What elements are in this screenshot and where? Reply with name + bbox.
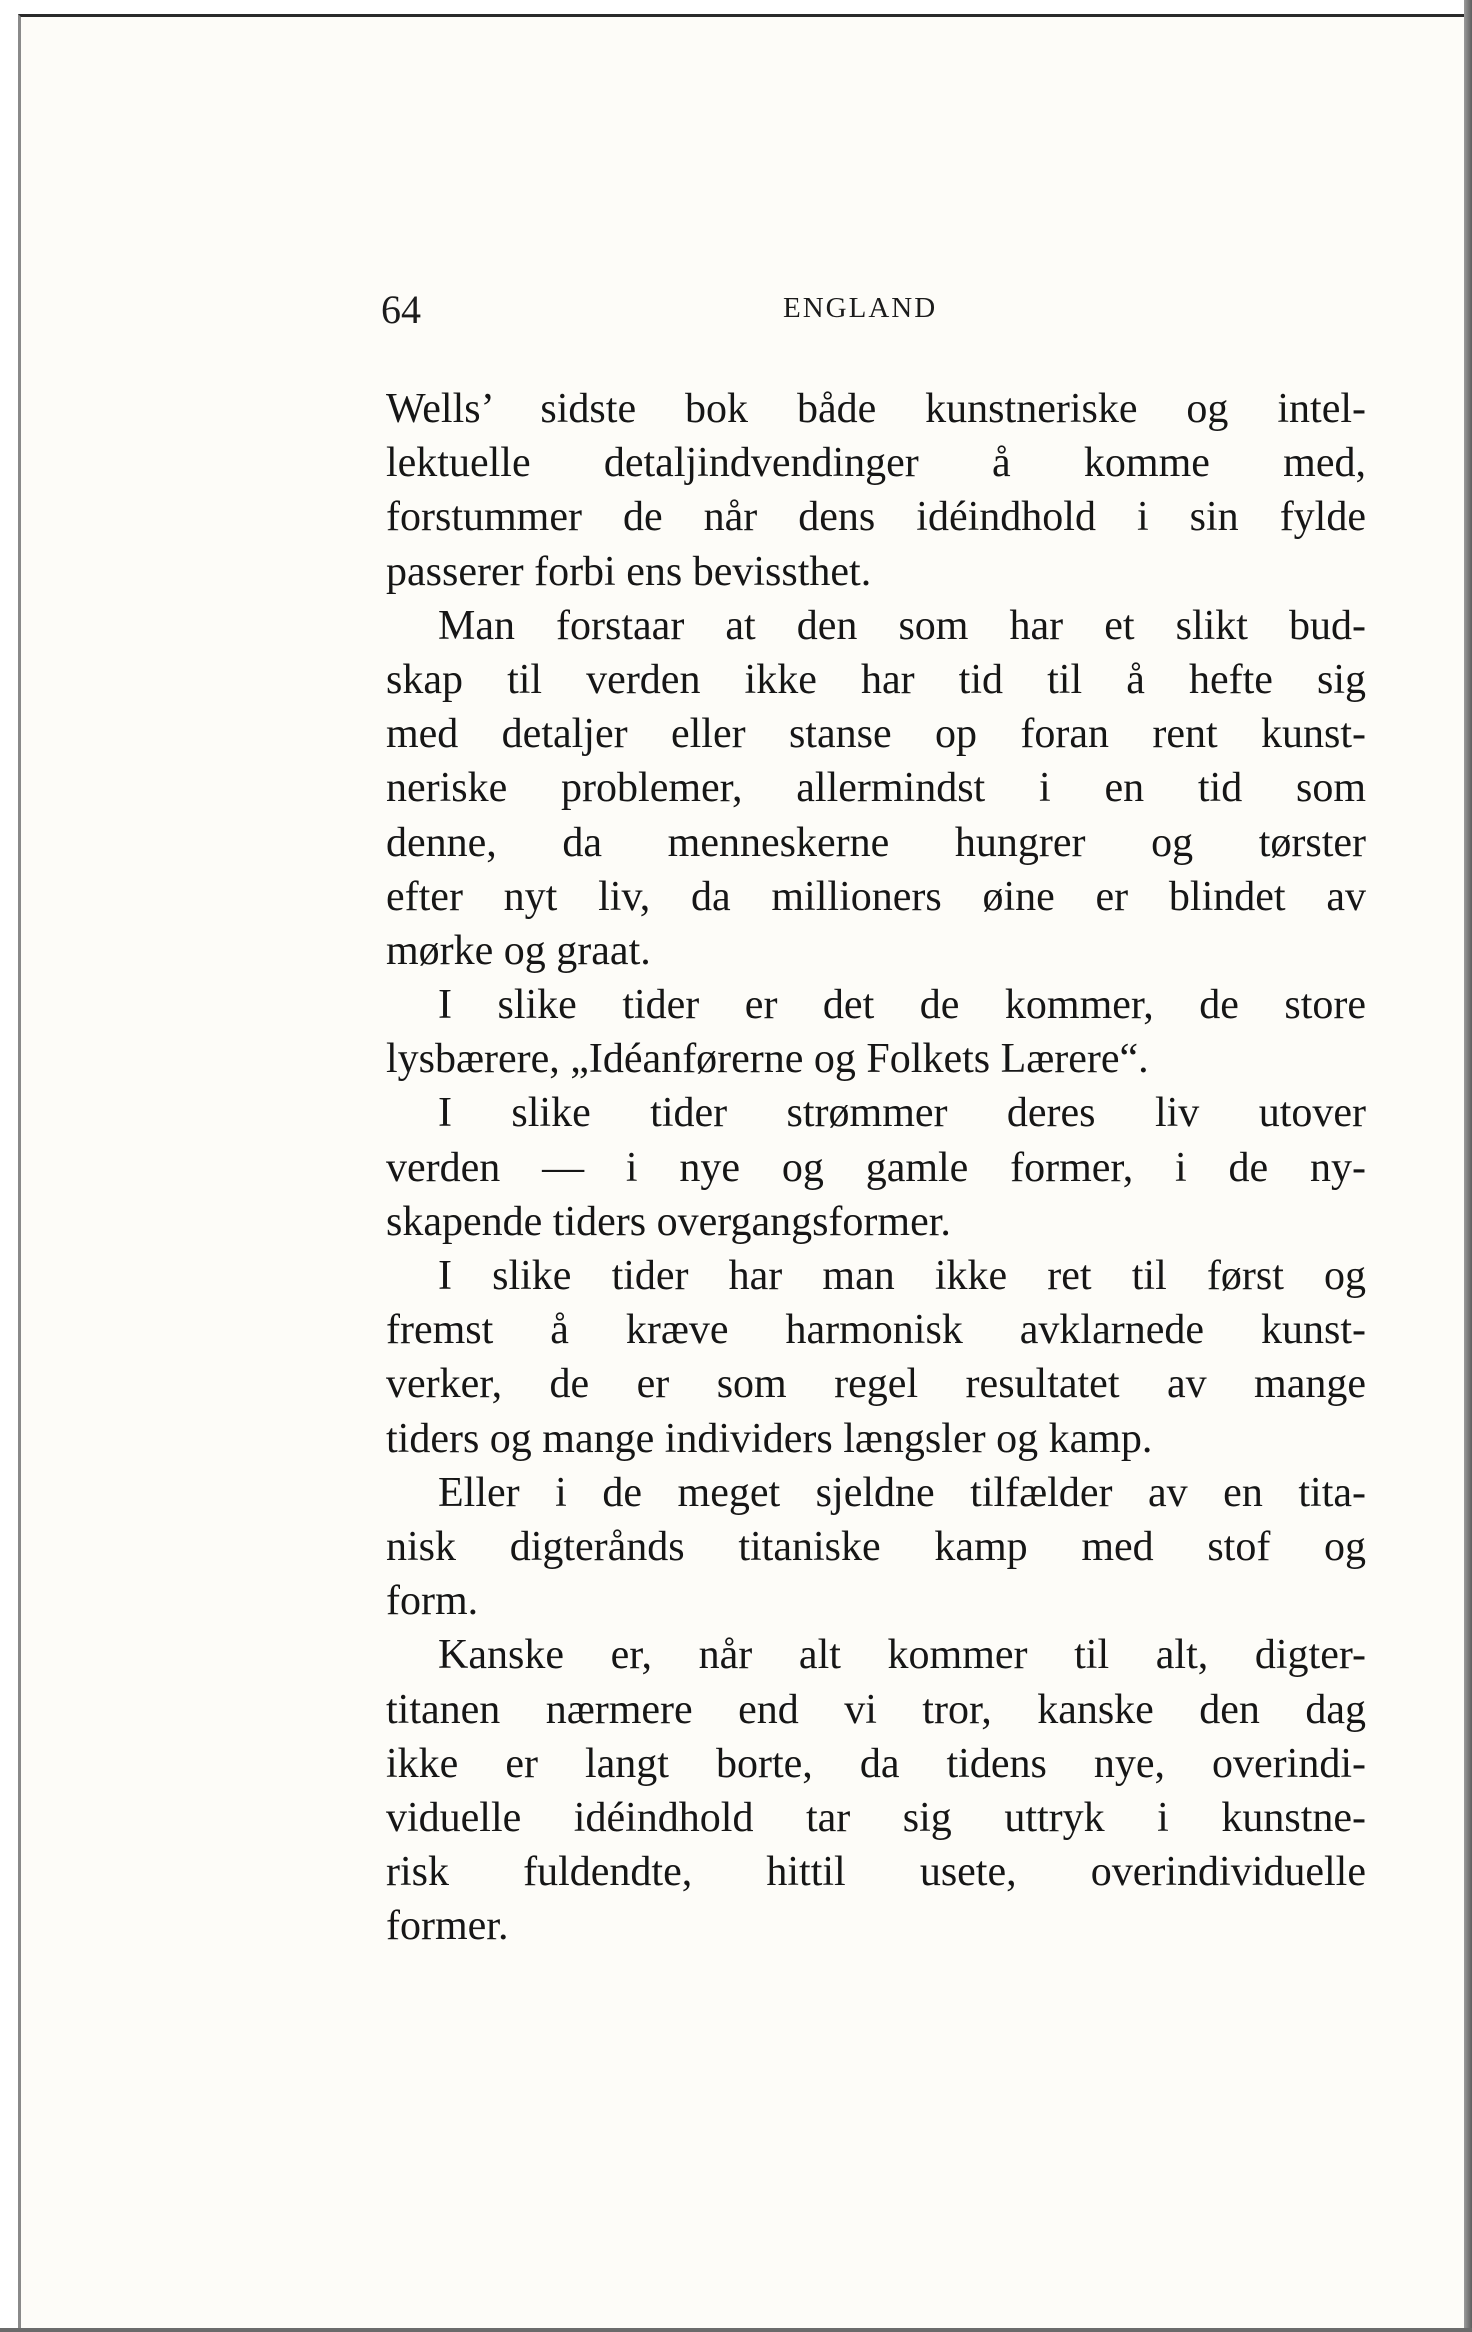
running-head [381,285,1311,335]
text-line: Eller i de meget sjeldne tilfælder av en tita- [438,1469,1366,1516]
text-line: verker, de er som regel resultatet av mange [386,1361,1366,1408]
text-line: I slike tider strømmer deres liv utover [438,1090,1366,1137]
text-line: nisk digterånds titaniske kamp med stof og [386,1523,1366,1570]
text-line: med detaljer eller stanse op foran rent kunst- [386,711,1366,758]
text-line: skap til verden ikke har tid til å hefte sig [386,656,1366,703]
text-line: former. [386,1903,509,1950]
text-line: lektuelle detaljindvendinger å komme med, [386,440,1366,487]
text-line: viduelle idéindhold tar sig uttryk i kunstne- [386,1794,1366,1841]
text-line: denne, da menneskerne hungrer og tørster [386,819,1366,866]
text-line: form. [386,1578,479,1625]
book-page [18,14,1472,2332]
text-line: fremst å kræve harmonisk avklarnede kunst- [386,1307,1366,1354]
page-edge-shadow [1464,0,1472,2332]
text-line: mørke og graat. [386,927,651,974]
text-line: Man forstaar at den som har et slikt bud- [438,602,1366,649]
text-line: titanen nærmere end vi tror, kanske den dag [386,1686,1366,1733]
page-edge-bottom [0,2328,1472,2332]
text-line: verden — i nye og gamle former, i de ny- [386,1144,1366,1191]
page-number: 64 [381,287,421,332]
text-line: Wells’ sidste bok både kunstneriske og intel- [386,386,1366,432]
body-text [386,382,1366,1953]
text-line: I slike tider har man ikke ret til først og [438,1253,1366,1299]
text-line: neriske problemer, allermindst i en tid som [386,765,1366,812]
text-line: lysbærere, „Idéanførerne og Folkets Lærere“. [386,1036,1149,1083]
text-line: ikke er langt borte, da tidens nye, overindi- [386,1740,1366,1787]
text-line: efter nyt liv, da millioners øine er blindet av [386,873,1366,920]
text-line: passerer forbi ens bevissthet. [386,548,872,595]
text-line: I slike tider er det de kommer, de store [438,982,1366,1029]
text-line: forstummer de når dens idéindhold i sin fylde [386,494,1366,541]
running-title: ENGLAND [783,292,938,324]
text-line: Kanske er, når alt kommer til alt, digter- [438,1632,1366,1679]
text-line: tiders og mange individers længsler og kamp. [386,1415,1153,1462]
text-line: risk fuldendte, hittil usete, overindividuelle [386,1849,1366,1896]
text-line: skapende tiders overgangsformer. [386,1198,951,1245]
